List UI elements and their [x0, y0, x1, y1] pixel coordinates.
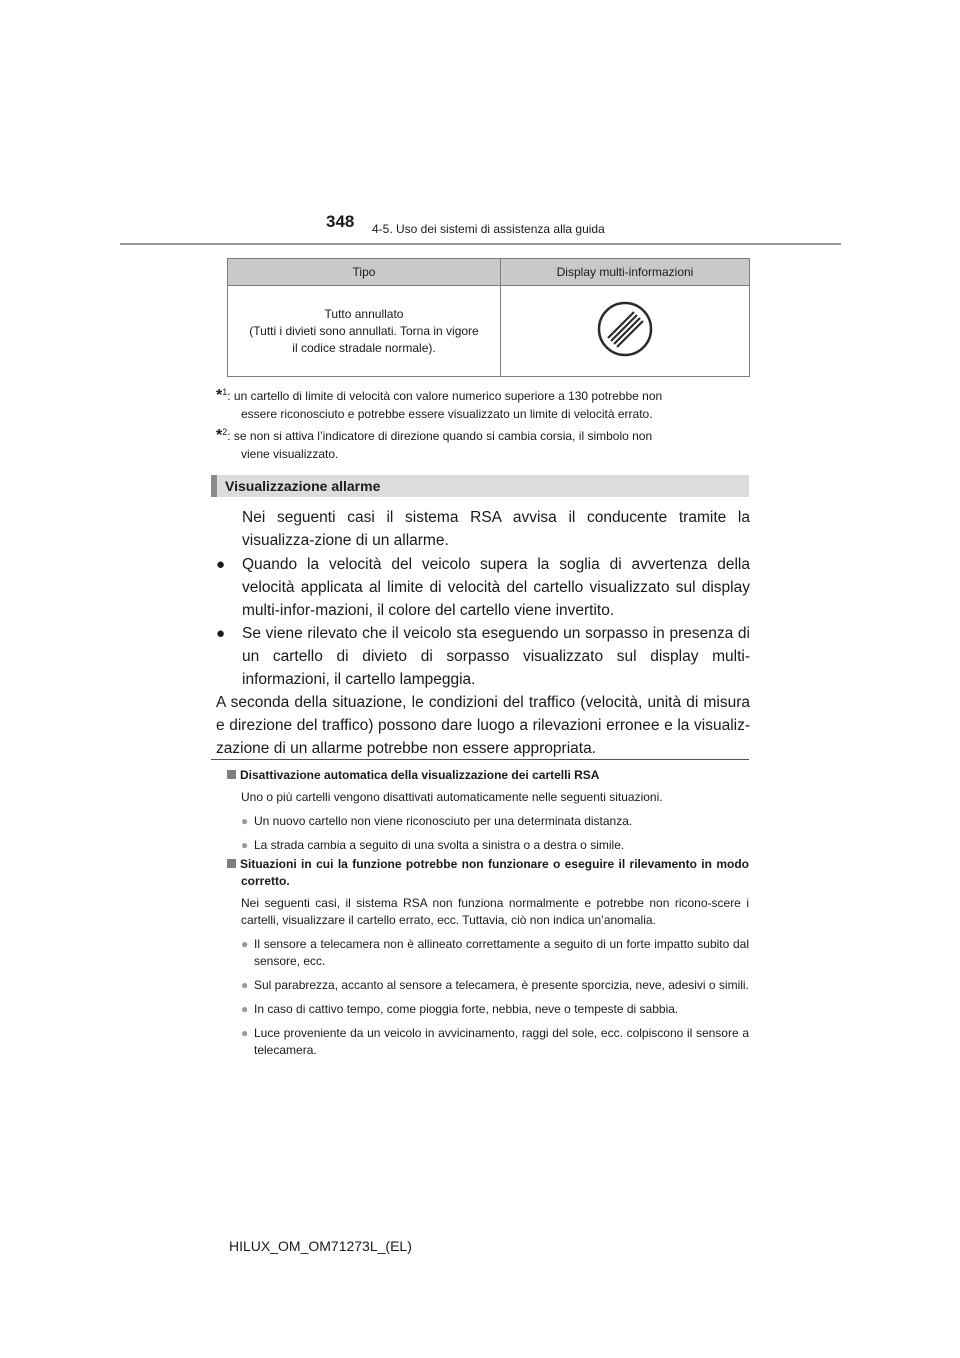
alarm-closing: A seconda della situazione, le condizioni del traffico (velocità, unità di misura e direzione del traffico) possono dare luogo a rilevazioni erronee e la visualiz-zazione di un allarme potrebbe non essere appropriata.: [216, 694, 750, 757]
table-header-row: [228, 259, 750, 286]
type-line: il codice stradale normale).: [292, 340, 436, 355]
type-line: Tutto annullato: [324, 306, 404, 321]
list-item: ● Un nuovo cartello non viene riconosciuto per una determinata distanza.: [241, 814, 633, 828]
alarm-intro: Nei seguenti casi il sistema RSA avvisa il conducente tramite la visualizza-zione di un allarme.: [242, 509, 750, 549]
bullet-icon: ●: [241, 838, 249, 852]
type-cell: [228, 286, 501, 377]
footnote-text: essere riconosciuto e potrebbe essere visualizzato un limite di velocità errato.: [241, 407, 653, 421]
alarm-bullet: ● Se viene rilevato che il veicolo sta eseguendo un sorpasso in presenza di un cartello di divieto di sorpasso visualizzato sul display multi-informazioni, il cartello lampeggia.: [242, 622, 750, 691]
bullet-icon: ●: [216, 625, 226, 642]
footnote-number: 2: [222, 427, 228, 437]
list-item: ● In caso di cattivo tempo, come pioggia forte, nebbia, neve o tempeste di sabbia.: [241, 1002, 679, 1016]
list-item: ● Sul parabrezza, accanto al sensore a telecamera, è presente sporcizia, neve, adesivi o simili.: [241, 978, 749, 992]
footnote-text: : se non si attiva l’indicatore di direzione quando si cambia corsia, il simbolo non: [227, 429, 653, 443]
bullet-icon: ●: [216, 556, 226, 573]
list-item: ● Il sensore a telecamera non è allineato correttamente a seguito di un forte impatto subito dal sensore, ecc.: [241, 937, 749, 968]
bullet-icon: ●: [241, 937, 249, 951]
table-row: [228, 286, 750, 377]
section-title: 4-5. Uso dei sistemi di assistenza alla guida: [372, 222, 605, 236]
header-divider: [120, 243, 841, 245]
note-body: Uno o più cartelli vengono disattivati automaticamente nelle seguenti situazioni.: [241, 790, 663, 804]
footnote-text: viene visualizzato.: [241, 447, 339, 461]
list-item: ● Luce proveniente da un veicolo in avvicinamento, raggi del sole, ecc. colpiscono il sensore a telecamera.: [241, 1026, 749, 1057]
document-code: HILUX_OM_OM71273L_(EL): [229, 1238, 412, 1254]
type-line: (Tutti i divieti sono annullati. Torna in vigore: [249, 323, 479, 338]
notes-divider: [211, 759, 749, 760]
bullet-icon: ●: [241, 1026, 249, 1040]
bullet-icon: ●: [241, 1002, 249, 1016]
page-number: 348: [326, 212, 355, 231]
footnote-text: : un cartello di limite di velocità con valore numerico superiore a 130 potrebbe non: [227, 389, 663, 403]
note-block-2: [227, 856, 749, 1059]
alarm-bullet: ● Quando la velocità del veicolo supera la soglia di avvertenza della velocità applicata al limite di velocità del cartello visualizzato sul display multi-infor-mazioni, il colore del cartello viene invertito.: [242, 553, 750, 622]
bullet-icon: ●: [241, 978, 249, 992]
column-header-type: Tipo: [228, 259, 501, 286]
end-of-restrictions-sign-icon: [596, 300, 654, 358]
sign-table: [227, 258, 750, 377]
bullet-icon: ●: [241, 814, 249, 828]
footnote-number: 1: [222, 387, 228, 397]
footnote-1: *$^1$: un cartello di limite di velocità con valore numerico superiore a 130 potrebbe non essere riconosciuto e potrebbe essere visualizzato un limite di velocità errato.: [216, 383, 750, 423]
footnote-2: *$^2$: se non si attiva l’indicatore di direzione quando si cambia corsia, il simbolo non viene visualizzato.: [216, 423, 750, 463]
square-bullet-icon: [227, 770, 236, 779]
square-bullet-icon: [227, 859, 236, 868]
note-body: Nei seguenti casi, il sistema RSA non funziona normalmente e potrebbe non ricono-scere i cartelli, visualizzare il cartello errato, ecc. Tuttavia, ciò non indica un’anomalia.: [241, 896, 749, 927]
list-item: ● La strada cambia a seguito di una svolta a sinistra o a destra o simile.: [241, 838, 625, 852]
note-heading: Disattivazione automatica della visualizzazione dei cartelli RSA: [240, 768, 600, 782]
note-block-1: [227, 767, 749, 854]
display-cell: [501, 286, 750, 377]
note-heading: Situazioni in cui la funzione potrebbe non funzionare o eseguire il rilevamento in modo corretto.: [240, 857, 749, 888]
section-heading: Visualizzazione allarme: [211, 475, 749, 497]
column-header-display: Display multi-informazioni: [501, 259, 750, 286]
